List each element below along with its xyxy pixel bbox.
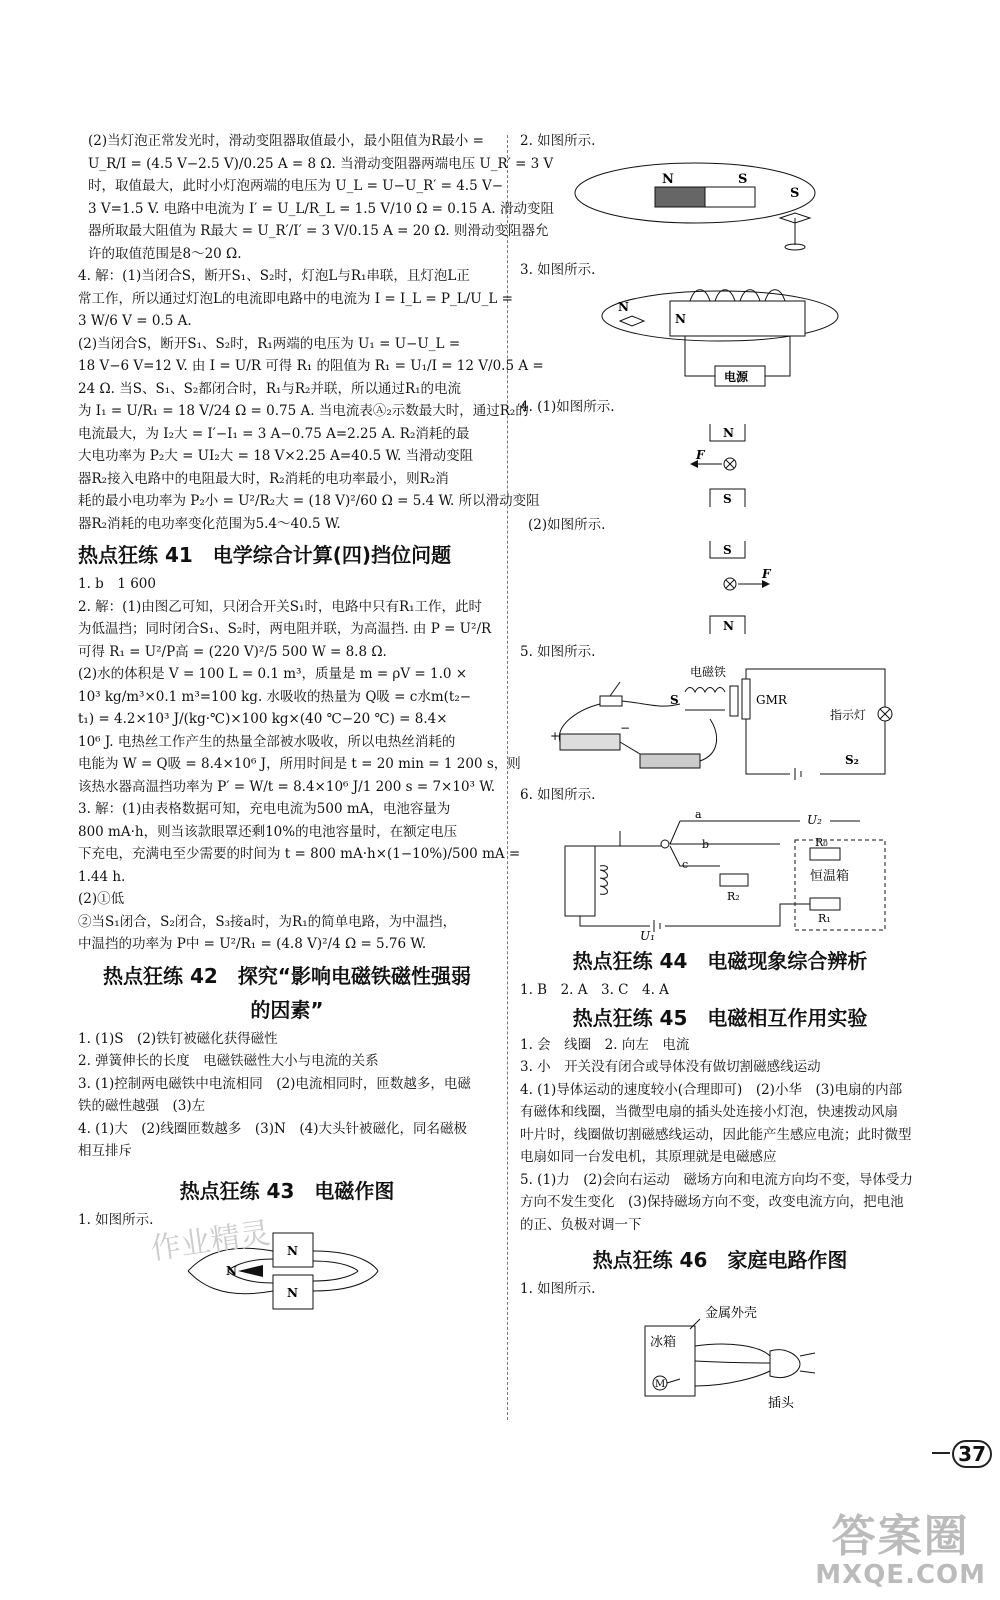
s41-line: 电能为 W = Q吸 = 8.4×10⁶ J，所用时间是 t = 20 min = 1 200 s，则 bbox=[78, 756, 521, 772]
fig6-r0: R₀ bbox=[815, 836, 828, 849]
s45-line: 4. (1)导体运动的速度较小(合理即可) (2)小华 (3)电扇的内部 bbox=[520, 1081, 903, 1098]
section-heading-43: 热点狂练 43 电磁作图 bbox=[179, 1178, 395, 1203]
s41-line: 10⁶ J. 电热丝工作产生的热量全部被水吸收，所以电热丝消耗的 bbox=[78, 733, 456, 750]
s45-line: 方向不发生变化 (3)保持磁场方向不变，改变电流方向，把电池 bbox=[520, 1194, 904, 1210]
fig43-n-bottom: N bbox=[287, 1286, 298, 1300]
left-column bbox=[78, 130, 554, 1311]
s42-line: 1. (1)S (2)铁钉被磁化获得磁性 bbox=[78, 1030, 278, 1047]
watermark-url: MXQE.COM bbox=[815, 1560, 986, 1590]
watermark-cn: 答案圈 bbox=[831, 1511, 970, 1562]
fig2-needle-s: S bbox=[790, 185, 800, 201]
s42-line: 3. (1)控制两电磁铁中电流相同 (2)电流相同时，匝数越多，电磁 bbox=[78, 1075, 471, 1092]
s42-line: 4. (1)大 (2)线圈匝数越多 (3)N (4)大头针被磁化，同名磁极 bbox=[78, 1120, 467, 1137]
fig46-plug: 插头 bbox=[768, 1395, 795, 1411]
q4-line: 器R₂接入电路中的电阻最大时，R₂消耗的电功率最小，则R₂消 bbox=[78, 470, 449, 487]
q4-line: 耗的最小电功率为 P₂小 = U²/R₂大 = (18 V)²/60 Ω = 5.4 W. 所以滑动变阻 bbox=[78, 493, 540, 509]
fig5-plus: + bbox=[550, 728, 561, 743]
s41-line: ②当S₁闭合，S₂闭合，S₃接a时，为R₁的简单电路，为中温挡， bbox=[78, 913, 457, 930]
s41-line: 该热水器高温挡功率为 P′ = W/t = 8.4×10⁶ J/1 200 s = 7×10³ W. bbox=[78, 778, 496, 795]
q3-line: (2)当灯泡正常发光时，滑动变阻器取值最小，最小阻值为R最小 = bbox=[88, 133, 484, 149]
q4-line: 器R₂消耗的电功率变化范围为5.4～40.5 W. bbox=[78, 515, 341, 532]
s41-line: 下充电，充满电至少需要的时间为 t = 800 mA·h×(1−10%)/500 mA = bbox=[78, 846, 521, 862]
fig46-shell: 金属外壳 bbox=[705, 1305, 758, 1321]
s45-line: 叶片时，线圈做切割磁感线运动，因此能产生感应电流；此时微型 bbox=[520, 1126, 912, 1143]
q4-line: 18 V−6 V=12 V. 由 I = U/R 可得 R₁ 的阻值为 R₁ = U₁/I = 12 V/0.5 A = bbox=[78, 358, 544, 374]
fig6-b: b bbox=[702, 838, 710, 851]
right-q3: 3. 如图所示. bbox=[520, 261, 596, 278]
page-number: 37 bbox=[952, 1440, 992, 1468]
fig3-n: N bbox=[675, 312, 686, 326]
figure-43-magnet-field bbox=[78, 1231, 496, 1311]
s41-line: 中温挡的功率为 P中 = U²/R₁ = (4.8 V)²/4 Ω = 5.76 W. bbox=[78, 936, 427, 952]
fig2-s: S bbox=[738, 171, 748, 187]
figure-2-bar-magnet bbox=[520, 153, 920, 253]
right-column bbox=[520, 130, 920, 1416]
figure-3-solenoid bbox=[520, 281, 920, 396]
answer-q4 bbox=[78, 265, 544, 535]
q4-line: 电流最大，为 I₂大 = I′−I₁ = 3 A−0.75 A=2.25 A. R₂消耗的最 bbox=[78, 425, 470, 442]
s45-line: 有磁体和线圈，当微型电扇的插头处连接小灯泡，快速拨动风扇 bbox=[520, 1104, 898, 1120]
s41-line: 2. 解：(1)由图乙可知，只闭合开关S₁时，电路中只有R₁工作，此时 bbox=[78, 598, 483, 615]
section-heading-44: 热点狂练 44 电磁现象综合辨析 bbox=[572, 949, 868, 973]
s45-line: 5. (1)力 (2)会向右运动 磁场方向和电流方向均不变，导体受力 bbox=[520, 1171, 913, 1188]
s41-line: 可得 R₁ = U²/P高 = (220 V)²/5 500 W = 8.8 Ω. bbox=[78, 643, 387, 660]
column-divider bbox=[507, 135, 508, 1420]
q4-line: 24 Ω. 当S、S₁、S₂都闭合时，R₁与R₂并联，所以通过R₁的电流 bbox=[78, 380, 462, 397]
q4-line: 大电功率为 P₂大 = UI₂大 = 18 V×2.25 A=40.5 W. 当滑动变阻 bbox=[78, 448, 474, 464]
q3-line: 时，取值最大，此时小灯泡两端的电压为 U_L = U−U_R′ = 4.5 V− bbox=[88, 178, 504, 194]
section-heading-45: 热点狂练 45 电磁相互作用实验 bbox=[572, 1005, 868, 1030]
q3-line: 3 V=1.5 V. 电路中电流为 I′ = U_L/R_L = 1.5 V/10 Ω = 0.15 A. 滑动变阻 bbox=[88, 200, 554, 217]
q4-line: 3 W/6 V = 0.5 A. bbox=[78, 313, 192, 329]
s42-line: 相互排斥 bbox=[78, 1143, 132, 1159]
s41-line: t₁) = 4.2×10³ J/(kg·℃)×100 kg×(40 ℃−20 ℃) = 8.4× bbox=[78, 711, 448, 727]
site-watermark bbox=[815, 1500, 986, 1590]
right-q4-2: (2)如图所示. bbox=[528, 516, 606, 533]
right-q6: 6. 如图所示. bbox=[520, 786, 596, 803]
fig6-box: 恒温箱 bbox=[810, 869, 850, 884]
faint-watermark: 作业精灵 bbox=[148, 1215, 273, 1268]
figure-5-gmr-circuit bbox=[520, 664, 920, 784]
fig6-r2: R₂ bbox=[727, 890, 740, 903]
s45-line: 的正、负极对调一下 bbox=[520, 1216, 642, 1233]
fig3-needle-n: N bbox=[618, 300, 629, 314]
section-42-answers bbox=[78, 1028, 496, 1163]
q4-line: 为 I₁ = U/R₁ = 18 V/24 Ω = 0.75 A. 当电流表Ⓐ₂示数最大时，通过R₂的 bbox=[78, 403, 529, 419]
right-q5: 5. 如图所示. bbox=[520, 644, 596, 660]
fig4a-f: F bbox=[696, 447, 705, 462]
section-heading-42a: 热点狂练 42 探究“影响电磁铁磁性强弱 bbox=[103, 963, 471, 988]
fig4b-n: N bbox=[723, 619, 734, 633]
figure-46-fridge-plug bbox=[520, 1301, 920, 1416]
fig46-motor: M bbox=[655, 1378, 666, 1390]
figure-4a-force bbox=[520, 419, 920, 514]
fig4b-s: S bbox=[723, 543, 732, 557]
fig5-em: 电磁铁 bbox=[690, 664, 727, 679]
s41-line: 1.44 h. bbox=[78, 868, 126, 885]
fig6-c: c bbox=[682, 858, 689, 871]
fig2-n: N bbox=[662, 171, 674, 187]
s41-line: 为低温挡；同时闭合S₁、S₂时，两电阻并联，为高温挡. 由 P = U²/R bbox=[78, 621, 492, 637]
fig6-u2: U₂ bbox=[807, 813, 822, 827]
section-heading-41: 热点狂练 41 电学综合计算(四)挡位问题 bbox=[78, 543, 452, 567]
q3-line: U_R/I = (4.5 V−2.5 V)/0.25 A = 8 Ω. 当滑动变阻器两端电压 U_R′ = 3 V bbox=[88, 155, 554, 172]
section-41-answers bbox=[78, 573, 521, 956]
s41-line: (2)水的体积是 V = 100 L = 0.1 m³，质量是 m = ρV = 1.0 × bbox=[78, 666, 468, 682]
section-heading-46: 热点狂练 46 家庭电路作图 bbox=[592, 1248, 848, 1272]
s41-line: 1. b 1 600 bbox=[78, 576, 156, 592]
section-46-q1: 1. 如图所示. bbox=[520, 1281, 596, 1297]
s41-line: 800 mA·h，则当该款眼罩还剩10%的电池容量时，在额定电压 bbox=[78, 823, 458, 840]
section-heading-42b: 的因素” bbox=[250, 997, 324, 1022]
section-43-q1: 1. 如图所示. bbox=[78, 1211, 154, 1228]
figure-6-thermostat-circuit bbox=[520, 806, 920, 941]
fig43-n-needle: N bbox=[226, 1264, 237, 1278]
fig6-u1: U₁ bbox=[640, 929, 655, 941]
fig6-a: a bbox=[695, 808, 702, 821]
s45-line: 电扇如同一台发电机，其原理就是电磁感应 bbox=[520, 1149, 777, 1165]
fig3-power: 电源 bbox=[724, 370, 749, 384]
section-45-answers bbox=[520, 1034, 920, 1237]
q3-line: 许的取值范围是8～20 Ω. bbox=[88, 245, 242, 262]
fig6-r1: R₁ bbox=[818, 912, 831, 925]
answer-q3-continued bbox=[78, 130, 554, 265]
fig43-n-top: N bbox=[287, 1244, 298, 1258]
section-44-answers: 1. B 2. A 3. C 4. A bbox=[520, 982, 669, 998]
s41-line: 3. 解：(1)由表格数据可知，充电电流为500 mA，电池容量为 bbox=[78, 801, 451, 817]
q4-line: 常工作，所以通过灯泡L的电流即电路中的电流为 I = I_L = P_L/U_L = bbox=[78, 290, 513, 307]
fig4b-f: F bbox=[762, 567, 771, 581]
fig5-lamp: 指示灯 bbox=[830, 707, 867, 722]
right-q4-1: 4. (1)如图所示. bbox=[520, 399, 615, 415]
s41-line: 10³ kg/m³×0.1 m³=100 kg. 水吸收的热量为 Q吸 = c水m(t₂− bbox=[78, 688, 472, 705]
q3-line: 器所取最大阻值为 R最大 = U_R′/I′ = 3 V/0.15 A = 20 Ω. 则滑动变阻器允 bbox=[88, 223, 549, 239]
fig5-s2: S₂ bbox=[845, 752, 859, 767]
fig5-minus: − bbox=[620, 720, 631, 735]
right-q2: 2. 如图所示. bbox=[520, 133, 596, 149]
s45-line: 3. 小 开关没有闭合或导体没有做切割磁感线运动 bbox=[520, 1059, 821, 1075]
figure-4b-force bbox=[520, 536, 920, 641]
s41-line: (2)①低 bbox=[78, 891, 125, 907]
fig4a-n: N bbox=[723, 425, 734, 440]
q4-line: (2)当闭合S，断开S₁、S₂时，R₁两端的电压为 U₁ = U−U_L = bbox=[78, 335, 461, 352]
q4-line: 4. 解：(1)当闭合S，断开S₁、S₂时，灯泡L与R₁串联，且灯泡L正 bbox=[78, 268, 470, 284]
s42-line: 2. 弹簧伸长的长度 电磁铁磁性大小与电流的关系 bbox=[78, 1053, 379, 1069]
fig5-gmr: GMR bbox=[756, 692, 787, 707]
s45-line: 1. 会 线圈 2. 向左 电流 bbox=[520, 1036, 690, 1053]
page-number-dash bbox=[932, 1452, 950, 1454]
s42-line: 铁的磁性越强 (3)左 bbox=[78, 1098, 206, 1114]
fig4a-s: S bbox=[723, 491, 732, 506]
fig46-fridge: 冰箱 bbox=[650, 1334, 677, 1350]
fig5-s: S bbox=[670, 692, 679, 707]
